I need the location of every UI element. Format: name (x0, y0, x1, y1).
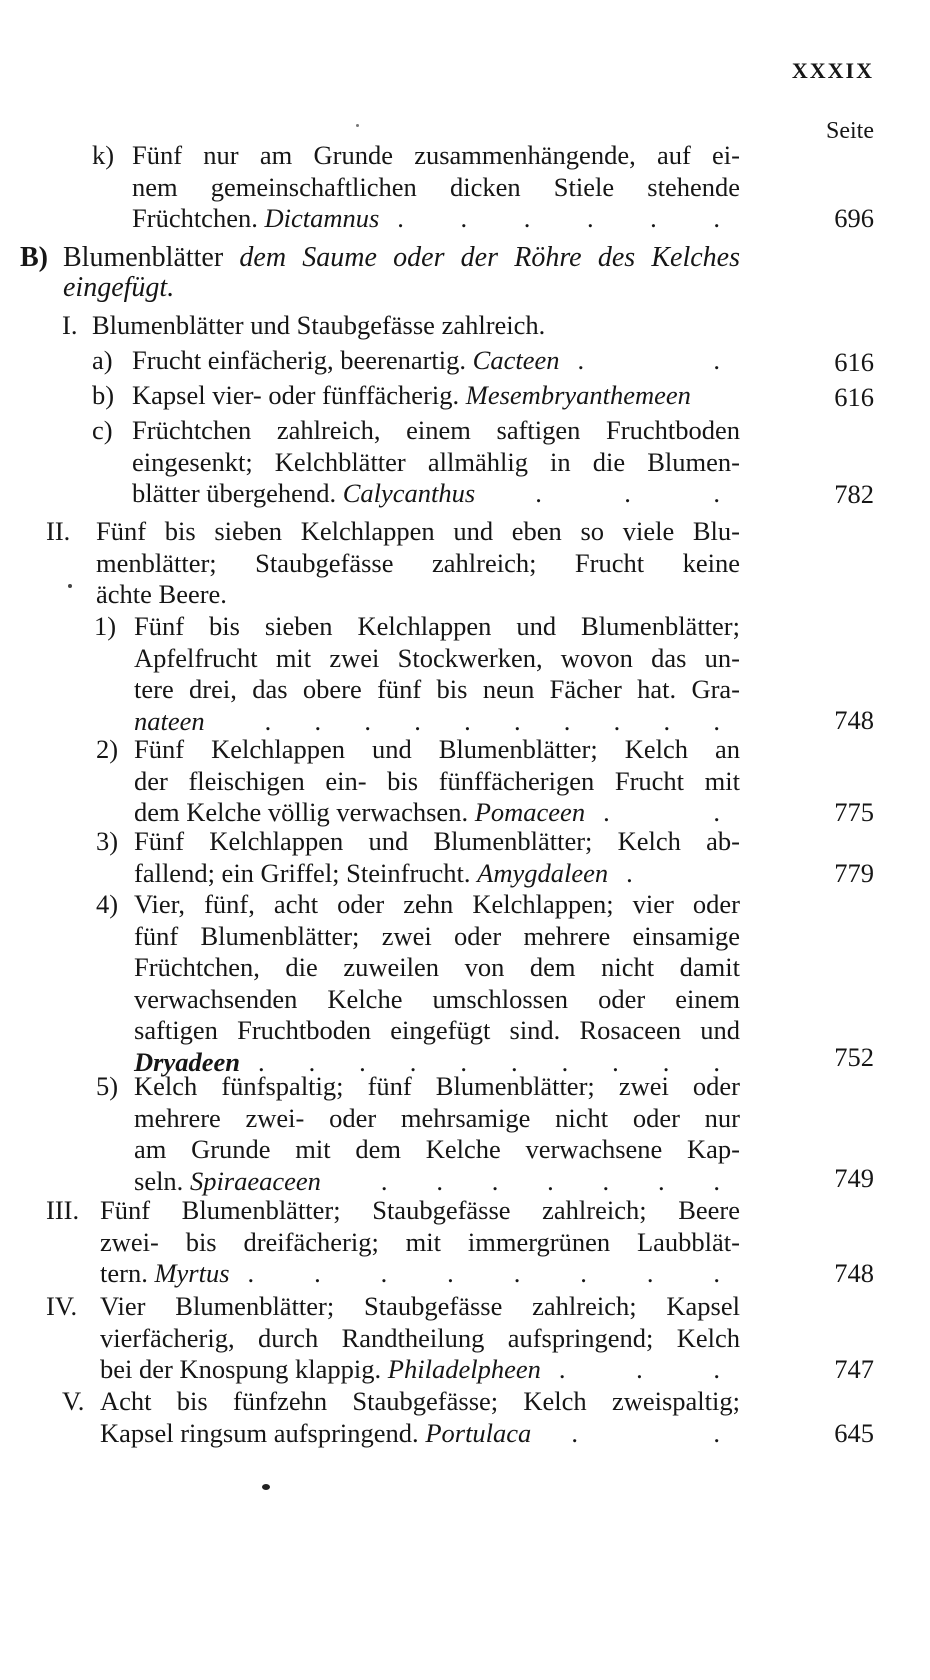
entry-B (20, 243, 740, 303)
entry-line: Vier Blumenblätter; Staubgefässe zahlreich; Kapsel (100, 1291, 740, 1321)
entry-last-line (134, 1166, 740, 1198)
entry-last-line (132, 478, 740, 510)
entry-line: verwachsenden Kelche umschlossen oder einem (134, 983, 740, 1014)
entry-text: Kapsel vier- oder fünffächerig. (132, 380, 466, 410)
entry-last-line (100, 1354, 740, 1386)
dot-leader: . . . . . . . (380, 1165, 720, 1196)
dot-leader: . . . . . . . . . . (257, 1046, 720, 1077)
entry-label: 4) (96, 889, 119, 919)
entry-line: Fünf bis sieben Kelchlappen und Blumenblätter; (134, 611, 740, 641)
entry-I (62, 310, 742, 342)
column-heading-seite: Seite (826, 118, 874, 144)
entry-text: Blumenblätter und Staubgefässe zahlreich. (92, 310, 546, 340)
entry-last-line (134, 706, 740, 738)
entry-label: 3) (96, 826, 119, 856)
page-number: XXXIX (791, 58, 874, 83)
entry-line: Fünf Kelchlappen und Blumenblätter; Kelch an (134, 734, 740, 764)
entry-line: mehrere zwei- oder mehrsamige nicht oder nur (134, 1102, 740, 1133)
entry-line: am Grunde mit dem Kelche verwachsene Kap- (134, 1134, 740, 1164)
entry-3 (96, 826, 740, 889)
entry-text: Früchtchen. (132, 203, 265, 233)
entry-label: V. (62, 1386, 85, 1416)
family-name: Philadelpheen (387, 1354, 541, 1384)
scan-speck (262, 1484, 270, 1490)
page-ref: 779 (834, 858, 874, 888)
entry-line: Fünf nur am Grunde zusammenhängende, auf ei- (132, 140, 740, 170)
entry-2 (96, 734, 740, 829)
entry-line: saftigen Fruchtboden eingefügt sind. Rosaceen und (134, 1015, 740, 1045)
entry-5 (96, 1071, 740, 1197)
family-name: Portulaca (425, 1417, 532, 1448)
entry-line: Vier, fünf, acht oder zehn Kelchlappen; vier oder (134, 889, 740, 919)
entry-last-line (100, 1258, 740, 1290)
entry-label: c) (92, 415, 113, 445)
entry-II (46, 516, 740, 611)
family-name: Cacteen (472, 345, 560, 375)
entry-text: Frucht einfächerig, beerenartig. (132, 345, 473, 375)
entry-text: blätter übergehend. (132, 478, 343, 508)
entry-line: eingesenkt; Kelchblätter allmählig in die Blumen- (132, 446, 740, 477)
entry-label: k) (92, 140, 115, 170)
page-ref: 747 (834, 1354, 874, 1384)
entry-text: dem Kelche völlig verwachsen. (134, 797, 475, 827)
entry-line: nem gemeinschaftlichen dicken Stiele stehende (132, 171, 740, 202)
entry-last-line (134, 797, 740, 829)
entry-line: menblätter; Staubgefässe zahlreich; Frucht keine (96, 547, 740, 578)
family-name: Calycanthus (342, 478, 476, 508)
dot-leader: . . (571, 1417, 720, 1448)
entry-text: seln. (134, 1165, 190, 1196)
entry-label: III. (46, 1195, 80, 1225)
entry-label: I. (62, 310, 78, 340)
entry-line: Apfelfrucht mit zwei Stockwerken, wovon das un- (134, 642, 740, 673)
dot-leader: . . . . . . . . (247, 1258, 720, 1288)
family-name: Spiraeaceen (189, 1165, 321, 1196)
entry-line: ächte Beere. (96, 579, 227, 609)
dot-leader: . . . (535, 478, 720, 508)
entry-IV (46, 1291, 740, 1386)
scan-speck (356, 124, 359, 127)
entry-label: 5) (96, 1071, 119, 1101)
dot-leader: . . . (558, 1354, 720, 1384)
entry-label: a) (92, 345, 113, 375)
dot-leader: . . (577, 345, 720, 375)
family-name: Mesembryanthemeen (465, 380, 691, 410)
entry-1 (94, 611, 740, 737)
page-ref: 748 (834, 1258, 874, 1288)
entry-last-line (132, 203, 740, 235)
scan-speck (68, 584, 72, 588)
entry-a (92, 345, 740, 377)
entry-line: Fünf Kelchlappen und Blumenblätter; Kelch ab- (134, 826, 740, 856)
entry-text: tern. (100, 1258, 155, 1288)
family-name: Myrtus (154, 1258, 230, 1288)
entry-line: Fünf bis sieben Kelchlappen und eben so viele Blu- (96, 516, 740, 546)
dot-leader: . . (603, 797, 720, 827)
page-ref: 645 (834, 1418, 874, 1448)
entry-label: 1) (94, 611, 117, 641)
entry-text: bei der Knospung klappig. (100, 1354, 388, 1384)
page-ref: 616 (834, 347, 874, 377)
entry-label: 2) (96, 734, 119, 764)
entry-last-line (134, 858, 740, 890)
entry-V (62, 1386, 740, 1449)
page-ref: 616 (834, 382, 874, 412)
entry-last-line (100, 1418, 740, 1450)
page-ref: 775 (834, 797, 874, 827)
family-name: Dictamnus (264, 203, 380, 233)
entry-line: Fünf Blumenblätter; Staubgefässe zahlreich; Beere (100, 1195, 740, 1225)
entry-line: Acht bis fünfzehn Staubgefässe; Kelch zweispaltig; (100, 1386, 740, 1416)
entry-line: Früchtchen, die zuweilen von dem nicht damit (134, 952, 740, 982)
entry-label: II. (46, 516, 71, 546)
entry-b (92, 380, 740, 412)
family-name: nateen (134, 705, 205, 736)
entry-c (92, 415, 740, 510)
dot-leader: . . . . . . (397, 203, 720, 233)
family-name: Dryadeen (134, 1046, 240, 1077)
entry-line: vierfächerig, durch Randtheilung aufspringend; Kelch (100, 1322, 740, 1353)
entry-text: fallend; ein Griffel; Steinfrucht. (134, 857, 478, 888)
entry-text: Kapsel ringsum aufspringend. (100, 1417, 426, 1448)
entry-text: Blumenblätter (63, 242, 240, 273)
family-name: Amygdaleen (477, 857, 609, 888)
entry-label: b) (92, 380, 115, 410)
entry-4 (96, 889, 740, 1078)
entry-label: IV. (46, 1291, 78, 1321)
page-ref: 748 (834, 705, 874, 735)
page-ref: 696 (834, 203, 874, 233)
page-ref: 782 (834, 479, 874, 509)
entry-line: Früchtchen zahlreich, einem saftigen Fruchtboden (132, 415, 740, 445)
entry-italic: dem Saume oder der Röhre des Kelches (239, 242, 740, 273)
entry-line: Kelch fünfspaltig; fünf Blumenblätter; zwei oder (134, 1071, 740, 1101)
entry-italic-line: eingefügt. (63, 272, 175, 303)
page-ref: 749 (834, 1163, 874, 1193)
dot-leader: . . . . . . . . . . (264, 705, 720, 736)
family-name: Pomaceen (474, 797, 586, 827)
dot-leader: . (626, 857, 633, 888)
page-ref: 752 (834, 1042, 874, 1072)
entry-line: fünf Blumenblätter; zwei oder mehrere einsamige (134, 920, 740, 951)
entry-k (92, 140, 740, 235)
entry-line: tere drei, das obere fünf bis neun Fächer hat. Gra- (134, 674, 740, 704)
entry-line: zwei- bis dreifächerig; mit immergrünen Laubblät- (100, 1226, 740, 1257)
entry-III (46, 1195, 740, 1290)
entry-label: B) (20, 242, 48, 273)
entry-line: der fleischigen ein- bis fünffächerigen Frucht mit (134, 765, 740, 796)
